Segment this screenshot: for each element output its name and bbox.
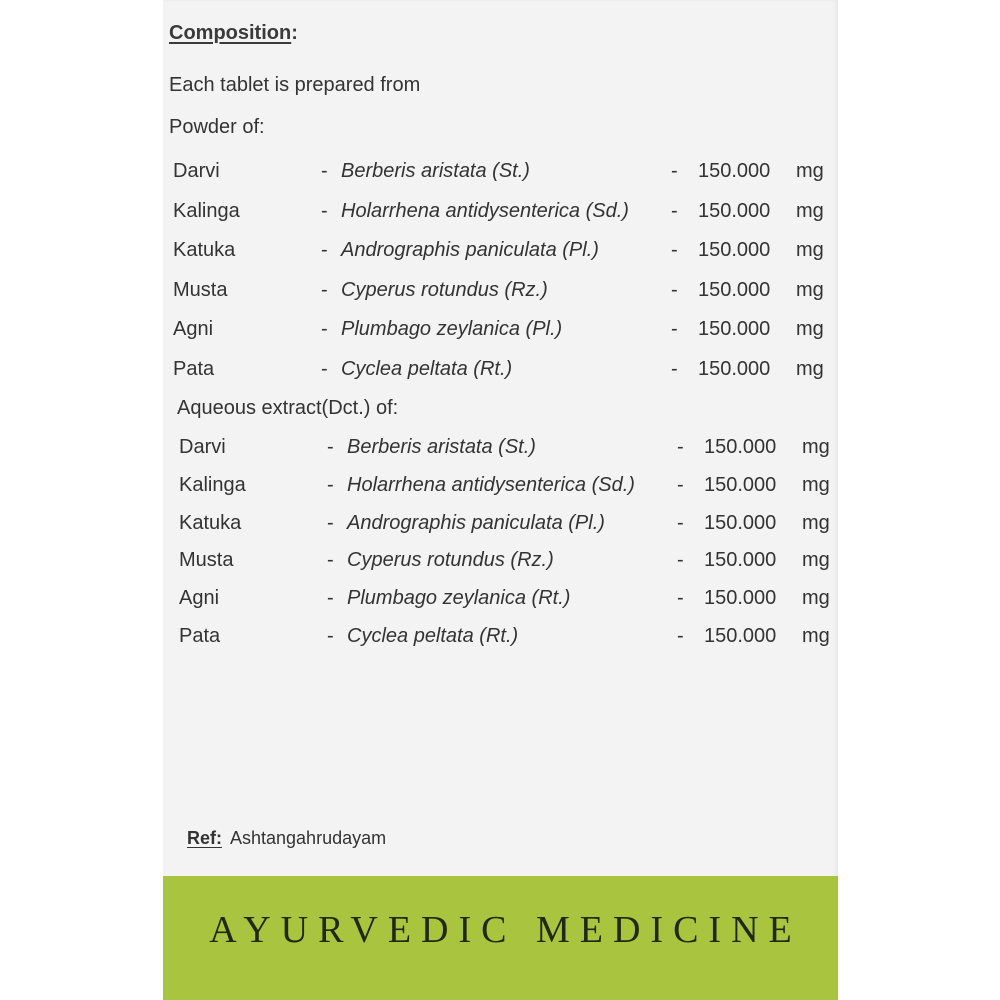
reference-line bbox=[187, 828, 386, 849]
ingredient-separator: - bbox=[327, 587, 334, 610]
ingredient-name: Pata bbox=[173, 357, 215, 380]
ingredient-name: Katuka bbox=[179, 511, 242, 534]
ingredient-unit: mg bbox=[796, 357, 824, 380]
ingredient-botanical: Andrographis paniculata (Pl.) bbox=[341, 239, 599, 261]
ingredient-botanical: Holarrhena antidysenterica (Sd.) bbox=[347, 473, 635, 496]
amount-separator: - bbox=[677, 473, 684, 496]
ingredient-row bbox=[163, 318, 838, 348]
ingredient-unit: mg bbox=[796, 318, 824, 340]
amount-separator: - bbox=[677, 549, 684, 572]
intro-line-2: Powder of: bbox=[169, 116, 265, 138]
ingredient-amount: 150.000 bbox=[704, 436, 777, 458]
amount-separator: - bbox=[677, 436, 684, 458]
ingredient-row bbox=[163, 200, 838, 230]
ingredient-botanical: Plumbago zeylanica (Rt.) bbox=[347, 587, 571, 610]
ingredient-botanical: Berberis aristata (St.) bbox=[347, 436, 536, 458]
ingredient-amount: 150.000 bbox=[704, 473, 777, 496]
composition-heading-colon: : bbox=[291, 22, 298, 44]
ingredient-unit: mg bbox=[796, 160, 824, 182]
ingredient-botanical: Cyperus rotundus (Rz.) bbox=[347, 549, 554, 572]
ingredient-separator: - bbox=[327, 436, 334, 458]
ingredient-botanical: Holarrhena antidysenterica (Sd.) bbox=[341, 199, 629, 222]
ingredient-amount: 150.000 bbox=[698, 199, 771, 222]
ingredient-row bbox=[163, 160, 838, 190]
ingredient-separator: - bbox=[327, 549, 334, 572]
amount-separator: - bbox=[671, 357, 678, 380]
ingredient-name: Kalinga bbox=[179, 473, 246, 496]
ingredient-name: Katuka bbox=[173, 239, 236, 261]
ingredient-name: Agni bbox=[179, 587, 220, 610]
ingredient-separator: - bbox=[327, 625, 334, 647]
ingredient-name: Musta bbox=[179, 549, 234, 572]
ingredient-row bbox=[169, 549, 844, 579]
amount-separator: - bbox=[671, 278, 678, 301]
composition-panel bbox=[163, 0, 838, 870]
ingredient-amount: 150.000 bbox=[704, 625, 777, 647]
ingredient-name: Kalinga bbox=[173, 199, 240, 222]
ingredient-name: Agni bbox=[173, 318, 214, 340]
ingredient-botanical: Andrographis paniculata (Pl.) bbox=[347, 511, 605, 534]
amount-separator: - bbox=[677, 511, 684, 534]
ingredient-amount: 150.000 bbox=[704, 549, 777, 572]
ingredient-unit: mg bbox=[802, 625, 830, 647]
amount-separator: - bbox=[671, 239, 678, 261]
ingredient-amount: 150.000 bbox=[704, 587, 777, 610]
ingredient-separator: - bbox=[321, 239, 328, 261]
amount-separator: - bbox=[671, 199, 678, 222]
ingredient-row bbox=[163, 358, 838, 388]
ingredient-amount: 150.000 bbox=[698, 278, 771, 301]
ingredient-unit: mg bbox=[796, 239, 824, 261]
ingredient-amount: 150.000 bbox=[704, 511, 777, 534]
ingredient-amount: 150.000 bbox=[698, 318, 771, 340]
amount-separator: - bbox=[677, 625, 684, 647]
ingredient-botanical: Berberis aristata (St.) bbox=[341, 160, 530, 182]
ingredient-row bbox=[163, 279, 838, 309]
ingredient-name: Darvi bbox=[179, 436, 226, 458]
category-band-text: AYURVEDIC MEDICINE bbox=[209, 909, 802, 951]
ingredient-row bbox=[169, 436, 844, 466]
product-label bbox=[163, 0, 838, 1000]
ingredient-amount: 150.000 bbox=[698, 239, 771, 261]
amount-separator: - bbox=[677, 587, 684, 610]
ingredient-botanical: Cyperus rotundus (Rz.) bbox=[341, 278, 548, 301]
ingredient-separator: - bbox=[321, 278, 328, 301]
intro-line-1: Each tablet is prepared from bbox=[169, 74, 421, 96]
ingredient-row bbox=[169, 512, 844, 542]
ingredient-unit: mg bbox=[802, 587, 830, 610]
composition-heading-text: Composition bbox=[169, 22, 292, 44]
extract-section-label: Aqueous extract(Dct.) of: bbox=[177, 397, 399, 419]
ingredient-unit: mg bbox=[802, 436, 830, 458]
ingredient-amount: 150.000 bbox=[698, 357, 771, 380]
ingredient-row bbox=[169, 474, 844, 504]
reference-key: Ref: bbox=[187, 828, 222, 848]
composition-heading bbox=[169, 22, 298, 45]
ingredient-name: Pata bbox=[179, 625, 221, 647]
ingredient-unit: mg bbox=[796, 199, 824, 222]
ingredient-unit: mg bbox=[802, 511, 830, 534]
ingredient-row bbox=[169, 625, 844, 655]
reference-value: Ashtangahrudayam bbox=[230, 828, 387, 848]
ingredient-separator: - bbox=[321, 318, 328, 340]
ingredient-unit: mg bbox=[802, 473, 830, 496]
ingredient-name: Darvi bbox=[173, 160, 220, 182]
ingredient-botanical: Cyclea peltata (Rt.) bbox=[347, 625, 519, 647]
ingredient-separator: - bbox=[321, 357, 328, 380]
amount-separator: - bbox=[671, 160, 678, 182]
category-band bbox=[163, 876, 838, 1000]
ingredient-botanical: Cyclea peltata (Rt.) bbox=[341, 357, 513, 380]
ingredient-unit: mg bbox=[802, 549, 830, 572]
ingredient-name: Musta bbox=[173, 278, 228, 301]
amount-separator: - bbox=[671, 318, 678, 340]
ingredient-separator: - bbox=[327, 511, 334, 534]
ingredient-amount: 150.000 bbox=[698, 160, 771, 182]
ingredient-separator: - bbox=[321, 199, 328, 222]
ingredient-botanical: Plumbago zeylanica (Pl.) bbox=[341, 318, 563, 340]
ingredient-separator: - bbox=[321, 160, 328, 182]
ingredient-row bbox=[163, 239, 838, 269]
ingredient-separator: - bbox=[327, 473, 334, 496]
ingredient-unit: mg bbox=[796, 278, 824, 301]
ingredient-row bbox=[169, 587, 844, 617]
